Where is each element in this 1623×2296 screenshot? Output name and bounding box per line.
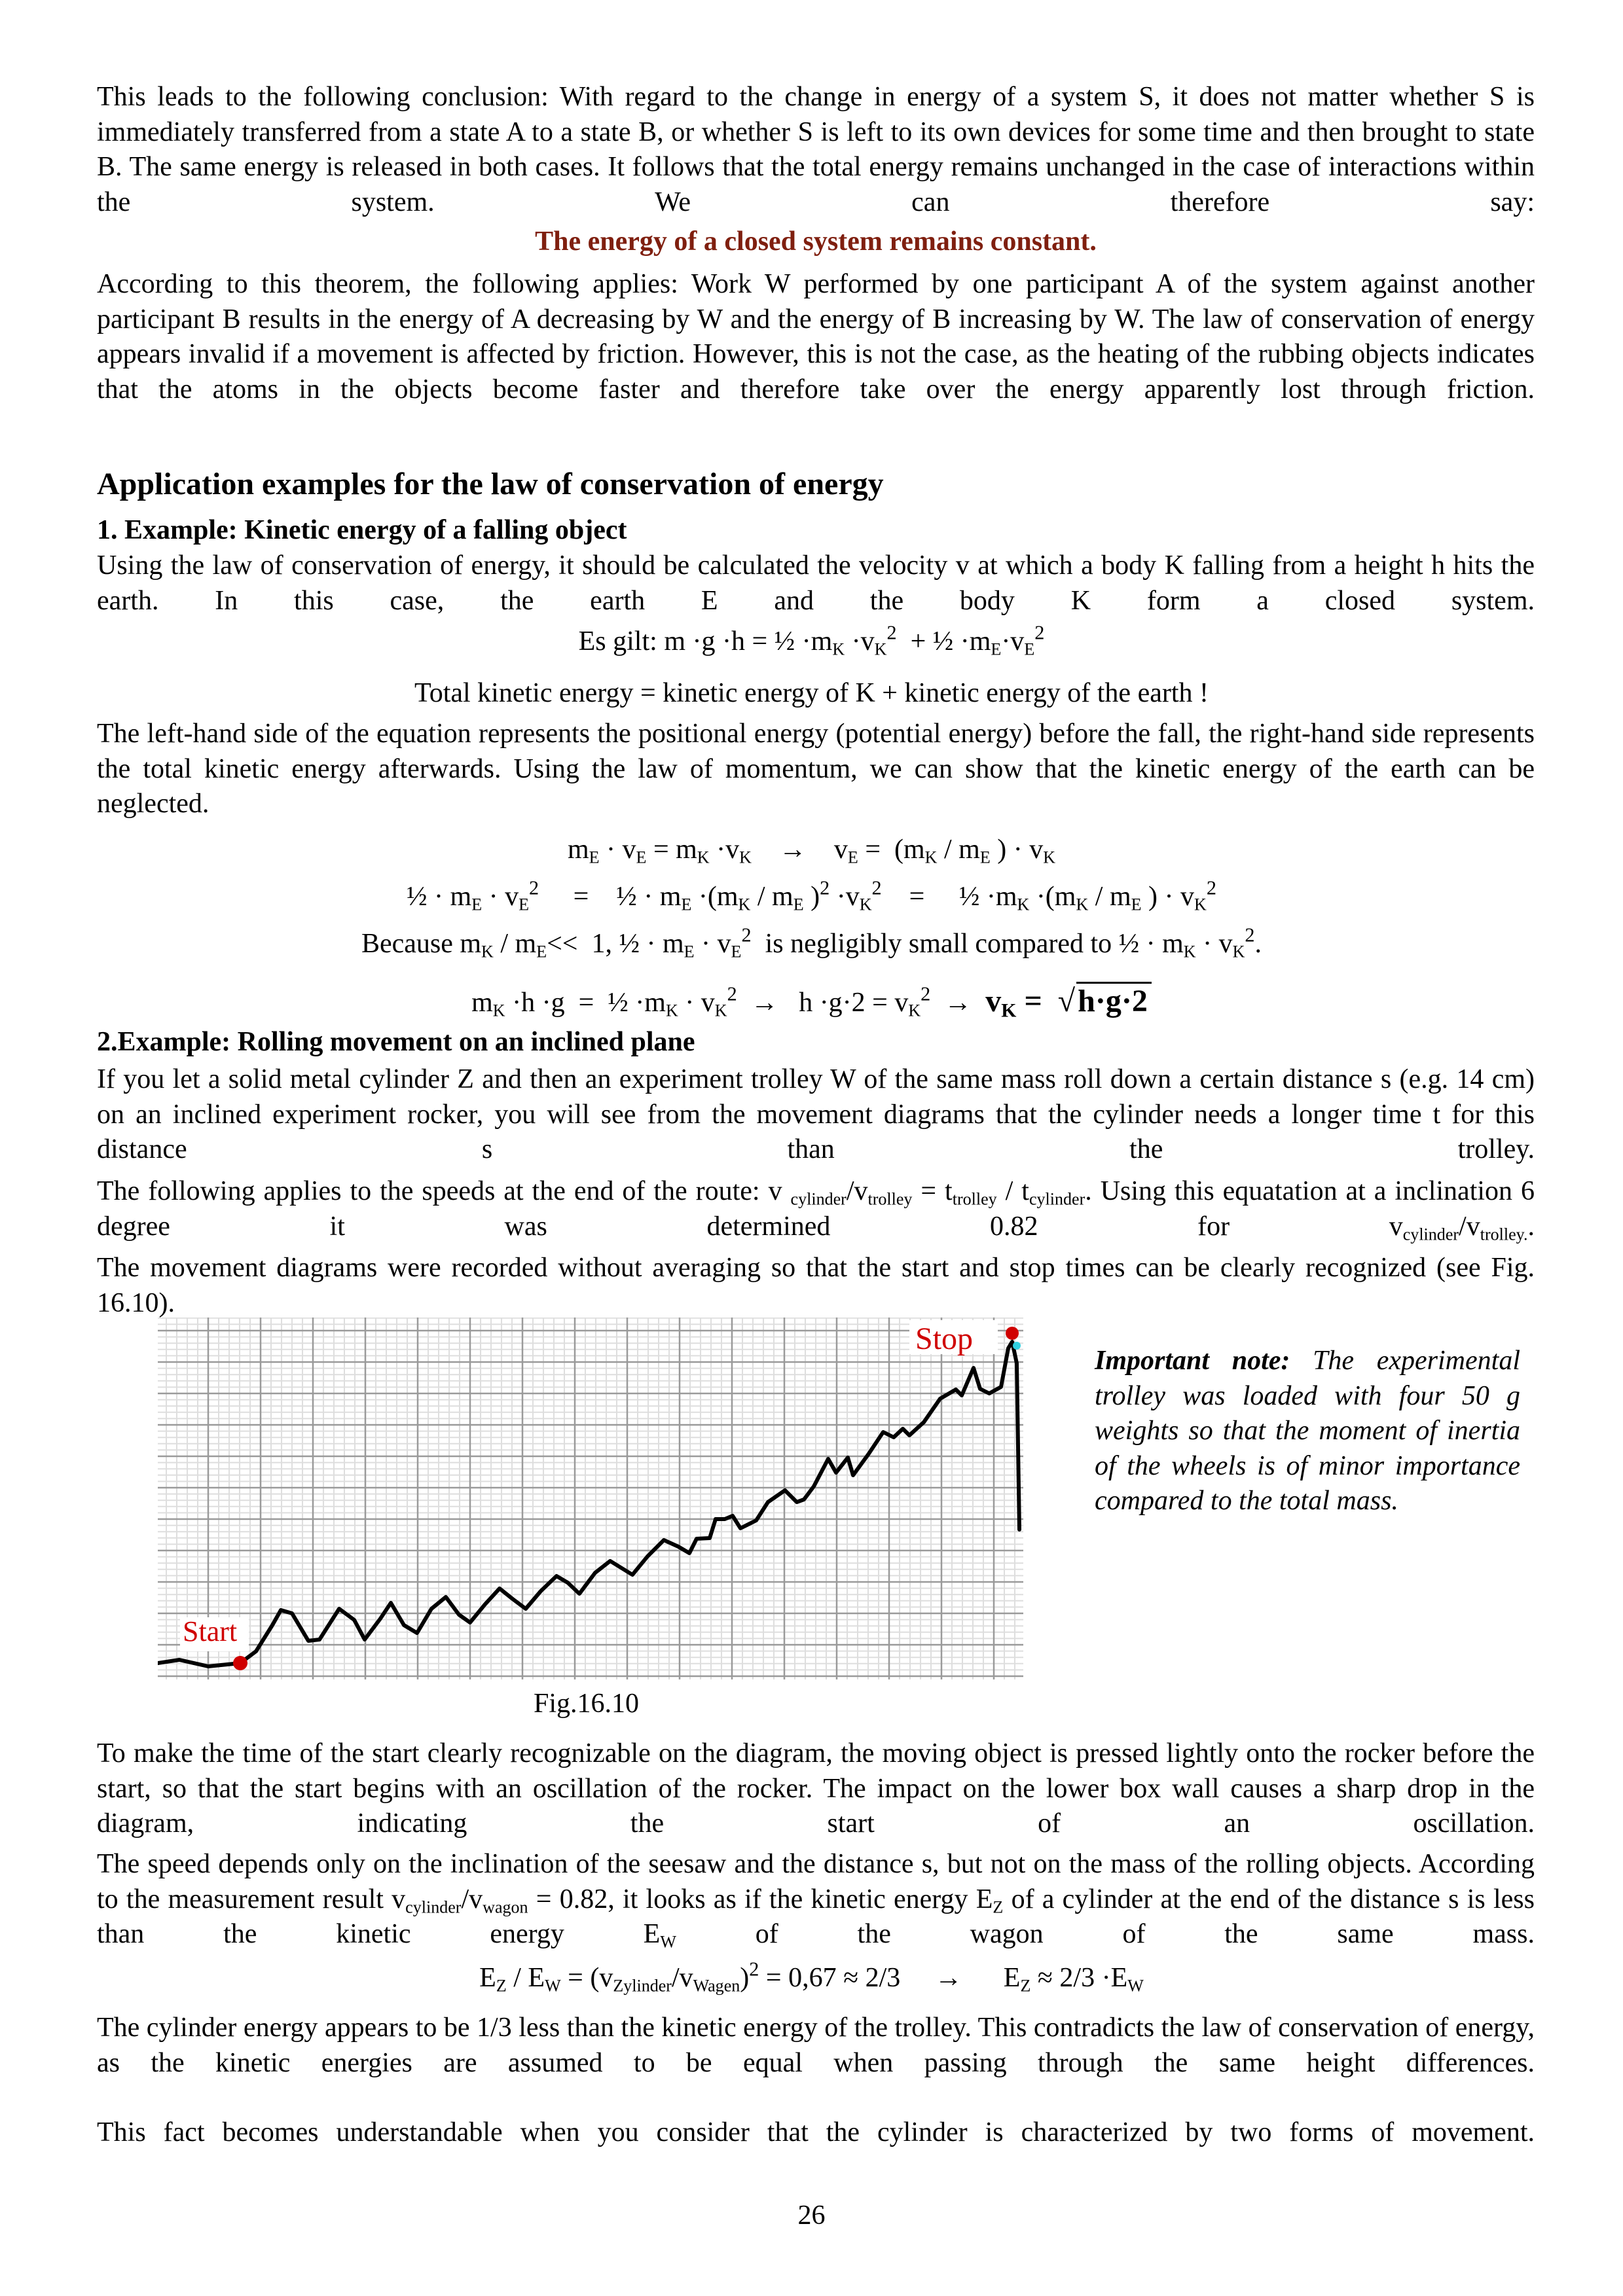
equation-energy-balance: Es gilt: m ·g ·h = ½ $\cdot m_K \cdot v_K^2$ + ½ $\cdot m_E\cdot v_E^2$ <box>578 621 1045 659</box>
paragraph-text: The left-hand side of the equation represents the positional energy (potential energy) before the fall, the right-hand side represents the total kinetic energy afterwards. Using the law of momentum, we can show that the kinetic energy of the earth can be neglected. <box>97 719 1535 819</box>
start-label: Start <box>183 1615 238 1647</box>
example-1-explanation <box>97 717 1535 822</box>
paragraph-text: The movement diagrams were recorded without averaging so that the start and stop times can be clearly recognized (see Fig. 16.10). <box>97 1253 1535 1318</box>
movement-diagram-svg <box>158 1318 1023 1679</box>
final-paragraph <box>97 2115 1535 2151</box>
figure-caption-text: Fig.16.10 <box>534 1689 640 1719</box>
section-heading <box>97 467 1535 502</box>
example-1-title: 1. Example: Kinetic energy of a falling object <box>97 515 627 545</box>
equation-final-velocity: $m_K \cdot h \cdot g$ = ½ $\cdot m_K \cdot v_K^2 \to h \cdot g\cdot 2 = v_K^2 \to v_K = √h\cdot g\cdot 2$ <box>0 982 1623 1020</box>
important-note <box>1095 1344 1520 1519</box>
paragraph-text: Using the law of conservation of energy, it should be calculated the velocity v at which a body K falling from a height h hits the earth. In this case, the earth E and the body K form a closed system. <box>97 550 1535 616</box>
stop-marker-icon <box>1006 1327 1019 1340</box>
start-marker-icon <box>233 1656 247 1670</box>
note-label: Important note: <box>1095 1346 1290 1376</box>
paragraph-text: The cylinder energy appears to be 1/3 less than the kinetic energy of the trolley. This contradicts the law of conservation of energy, as the kinetic energies are assumed to be equal when passing through the same height differences. <box>97 2013 1535 2078</box>
speed-dependence-paragraph: The speed depends only on the inclination of the seesaw and the distance s, but not on the mass of the rolling objects. According to the measurement result $v_{cylinder}/v_{wagon} = 0.82$, it looks as if the kinetic energy $E_Z$ of a cylinder at the end of the distance s is less than the kinetic energy $E_W$ of the wagon of the same mass. <box>97 1849 1535 1952</box>
paragraph-text: If you let a solid metal cylinder Z and then an experiment trolley W of the same mass roll down a certain distance s (e.g. 14 cm) on an inclined experiment rocker, you will see from the movement diagrams that the cylinder needs a longer time t for this distance s than the trolley. <box>97 1064 1535 1164</box>
equation-energy-ratio: $E_Z / E_W = (v_{Zylinder}/v_{Wagen})^2 = 0,67 \approx 2/3$ → $E_Z \approx 2/3 \cdot E_W$ <box>479 1958 1144 1996</box>
movement-diagram-chart <box>158 1318 1023 1679</box>
square-root-radicand: h·g·2 <box>1076 982 1152 1019</box>
section-title: Application examples for the law of conservation of energy <box>97 467 884 501</box>
theorem-statement <box>97 224 1535 260</box>
page-number-text: 26 <box>797 2200 826 2231</box>
example-2-intro <box>97 1062 1535 1168</box>
page-number <box>0 2198 1623 2233</box>
equation-earth-energy: ½ · $m_E \cdot v_E^2$ = ½ · $m_E \cdot(m_K / m_E$ )$^2 \cdot v_K^2$ = ½ $\cdot m_K \cdot(m_K / m_E$ ) · $v_K^2$ <box>407 876 1216 914</box>
paragraph-text: To make the time of the start clearly recognizable on the diagram, the moving object is pressed lightly onto the rocker before the start, so that the start begins with an oscillation of the rocker. The impact on the lower box wall causes a sharp drop in the diagram, indicating the start of an oscillation. <box>97 1738 1535 1839</box>
recording-paragraph <box>97 1251 1535 1321</box>
movement-curve <box>158 1342 1019 1666</box>
example-2-title: 2.Example: Rolling movement on an inclined plane <box>97 1027 695 1057</box>
paragraph-conclusion <box>97 80 1535 220</box>
example-1-intro <box>97 548 1535 619</box>
paragraph-text: This fact becomes understandable when you consider that the cylinder is characterized by two forms of movement. <box>97 2117 1535 2147</box>
total-kinetic-energy-line: Total kinetic energy = kinetic energy of K + kinetic energy of the earth ! <box>414 678 1209 708</box>
example-2-heading <box>97 1025 1535 1060</box>
equation-momentum: $m_E \cdot v_E = m_K \cdot v_K$ → $v_E = (m_K / m_E$ ) · $v_K$ <box>567 834 1056 867</box>
negligible-energy-statement: Because $m_K / m_E<< 1$, ½ · $m_E \cdot v_E^2$ is negligibly small compared to ½ · $m_K \cdot v_K^2$. <box>361 924 1262 961</box>
grid-major <box>158 1318 1023 1679</box>
example-1-heading <box>97 513 1535 548</box>
theorem-text: The energy of a closed system remains constant. <box>535 226 1097 257</box>
stop-cyan-marker-icon <box>1013 1342 1021 1350</box>
speed-ratio-paragraph: The following applies to the speeds at the end of the route: v $_{cylinder}/v_{trolley} = t_{trolley} / t_{cylinder}$. Using this equatation at a inclination 6 degree it was determined 0.82 for $v_{cylinder}/v_{trolley.}$. <box>97 1176 1535 1244</box>
paragraph-text: This leads to the following conclusion: With regard to the change in energy of a system S, it does not matter whether S is immediately transferred from a state A to a state B, or whether S is left to its own devices for some time and then brought to state B. The same energy is released in both cases. It follows that the total energy remains unchanged in the case of interactions within the system. We can therefore say: <box>97 82 1535 217</box>
paragraph-theorem-application <box>97 267 1535 407</box>
grid-minor <box>158 1318 1023 1679</box>
stop-label: Stop <box>915 1321 974 1356</box>
contradiction-paragraph <box>97 2011 1535 2081</box>
start-explanation-paragraph <box>97 1736 1535 1842</box>
paragraph-text: According to this theorem, the following applies: Work W performed by one participant A of the system against another participant B results in the energy of A decreasing by W and the energy of B increasing by W. The law of conservation of energy appears invalid if a movement is affected by friction. However, this is not the case, as the heating of the rubbing objects indicates that the atoms in the objects become faster and therefore take over the energy apparently lost through friction. <box>97 269 1535 404</box>
note-text: The experimental trolley was loaded with four 50 g weights so that the moment of inertia of the wheels is of minor importance compared to the total mass. <box>1095 1346 1520 1516</box>
result-velocity: $v_K = √h\cdot g\cdot 2$ <box>985 984 1152 1018</box>
